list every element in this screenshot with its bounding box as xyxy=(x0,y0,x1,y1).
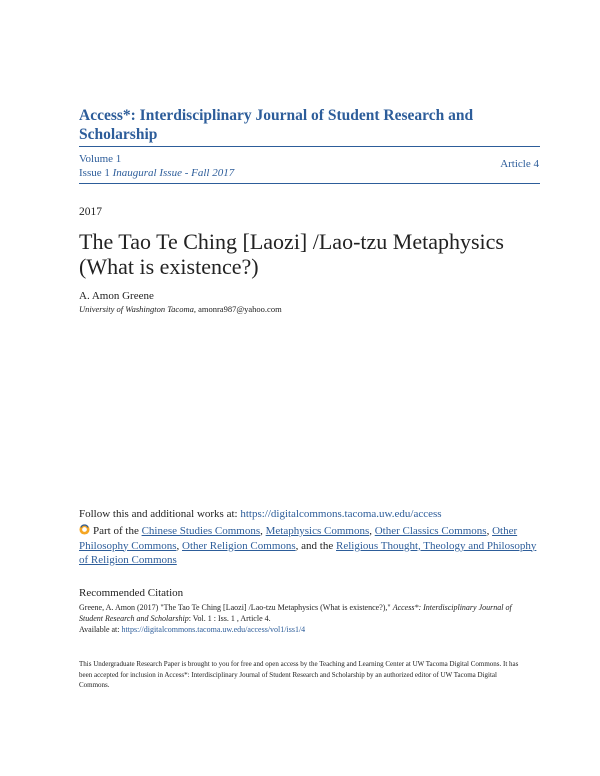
volume-issue-block xyxy=(79,152,234,180)
volume-link[interactable]: Volume 1 xyxy=(79,153,122,165)
available-prefix: Available at: xyxy=(79,625,122,634)
link-separator: , xyxy=(486,525,493,537)
affiliation-university: University of Washington Tacoma xyxy=(79,304,194,314)
header-rule-bottom xyxy=(79,183,540,184)
link-separator: , xyxy=(176,539,182,552)
link-separator: , xyxy=(369,525,375,537)
citation-start: Greene, A. Amon (2017) "The Tao Te Ching [Laozi] /Lao-tzu Metaphysics (What is existence?)," xyxy=(79,603,393,612)
journal-title[interactable]: Access*: Interdisciplinary Journal of Student Research and Scholarship xyxy=(79,107,474,143)
issue-number: Issue 1 xyxy=(79,167,110,179)
author-affiliation xyxy=(79,304,282,314)
issue-name: Inaugural Issue - Fall 2017 xyxy=(112,167,235,179)
open-access-icon xyxy=(79,524,90,535)
citation-end: : Vol. 1 : Iss. 1 , Article 4. xyxy=(188,614,271,623)
follow-prefix: Follow this and additional works at: xyxy=(79,508,241,520)
metaphysics-link[interactable]: Metaphysics Commons xyxy=(265,525,370,537)
citation-journal: Access*: Interdisciplinary Journal of Student Research and Scholarship xyxy=(79,603,512,623)
article-number[interactable]: Article 4 xyxy=(500,158,539,170)
access-notice: This Undergraduate Research Paper is brought to you for free and open access by the Teaching and Learning Center at UW Tacoma Digital Commons. It has been accepted for inclusion in Access*: Interdisciplinary Journal of Student Research and Scholarship by an authorized editor of UW Tacoma Digital Commons. xyxy=(79,660,519,689)
link-separator-last: , and the xyxy=(295,539,336,552)
publication-year: 2017 xyxy=(79,206,102,218)
other-philosophy-link[interactable]: Other Philosophy Commons xyxy=(79,525,518,552)
other-religion-link[interactable]: Other Religion Commons xyxy=(182,539,296,552)
religious-thought-link[interactable]: Religious Thought, Theology and Philosophy of Religion Commons xyxy=(79,539,537,566)
citation-text xyxy=(79,602,529,635)
link-separator: , xyxy=(260,525,266,537)
recommended-citation-heading: Recommended Citation xyxy=(79,587,184,599)
other-classics-link[interactable]: Other Classics Commons xyxy=(374,525,487,537)
author-name: A. Amon Greene xyxy=(79,290,154,302)
paper-title: The Tao Te Ching [Laozi] /Lao-tzu Metaphysics (What is existence?) xyxy=(79,229,504,279)
chinese-studies-link[interactable]: Chinese Studies Commons xyxy=(141,525,261,537)
issue-link[interactable] xyxy=(79,166,234,180)
header-rule-top xyxy=(79,146,540,147)
available-url-link[interactable]: https://digitalcommons.tacoma.uw.edu/access/vol1/iss1/4 xyxy=(121,625,306,634)
follow-works-line xyxy=(79,508,539,520)
part-of-commons xyxy=(79,524,539,568)
author-email: , amonra987@yahoo.com xyxy=(193,304,282,314)
follow-url-link[interactable]: https://digitalcommons.tacoma.uw.edu/access xyxy=(240,508,442,520)
part-of-prefix: Part of the xyxy=(93,525,142,537)
